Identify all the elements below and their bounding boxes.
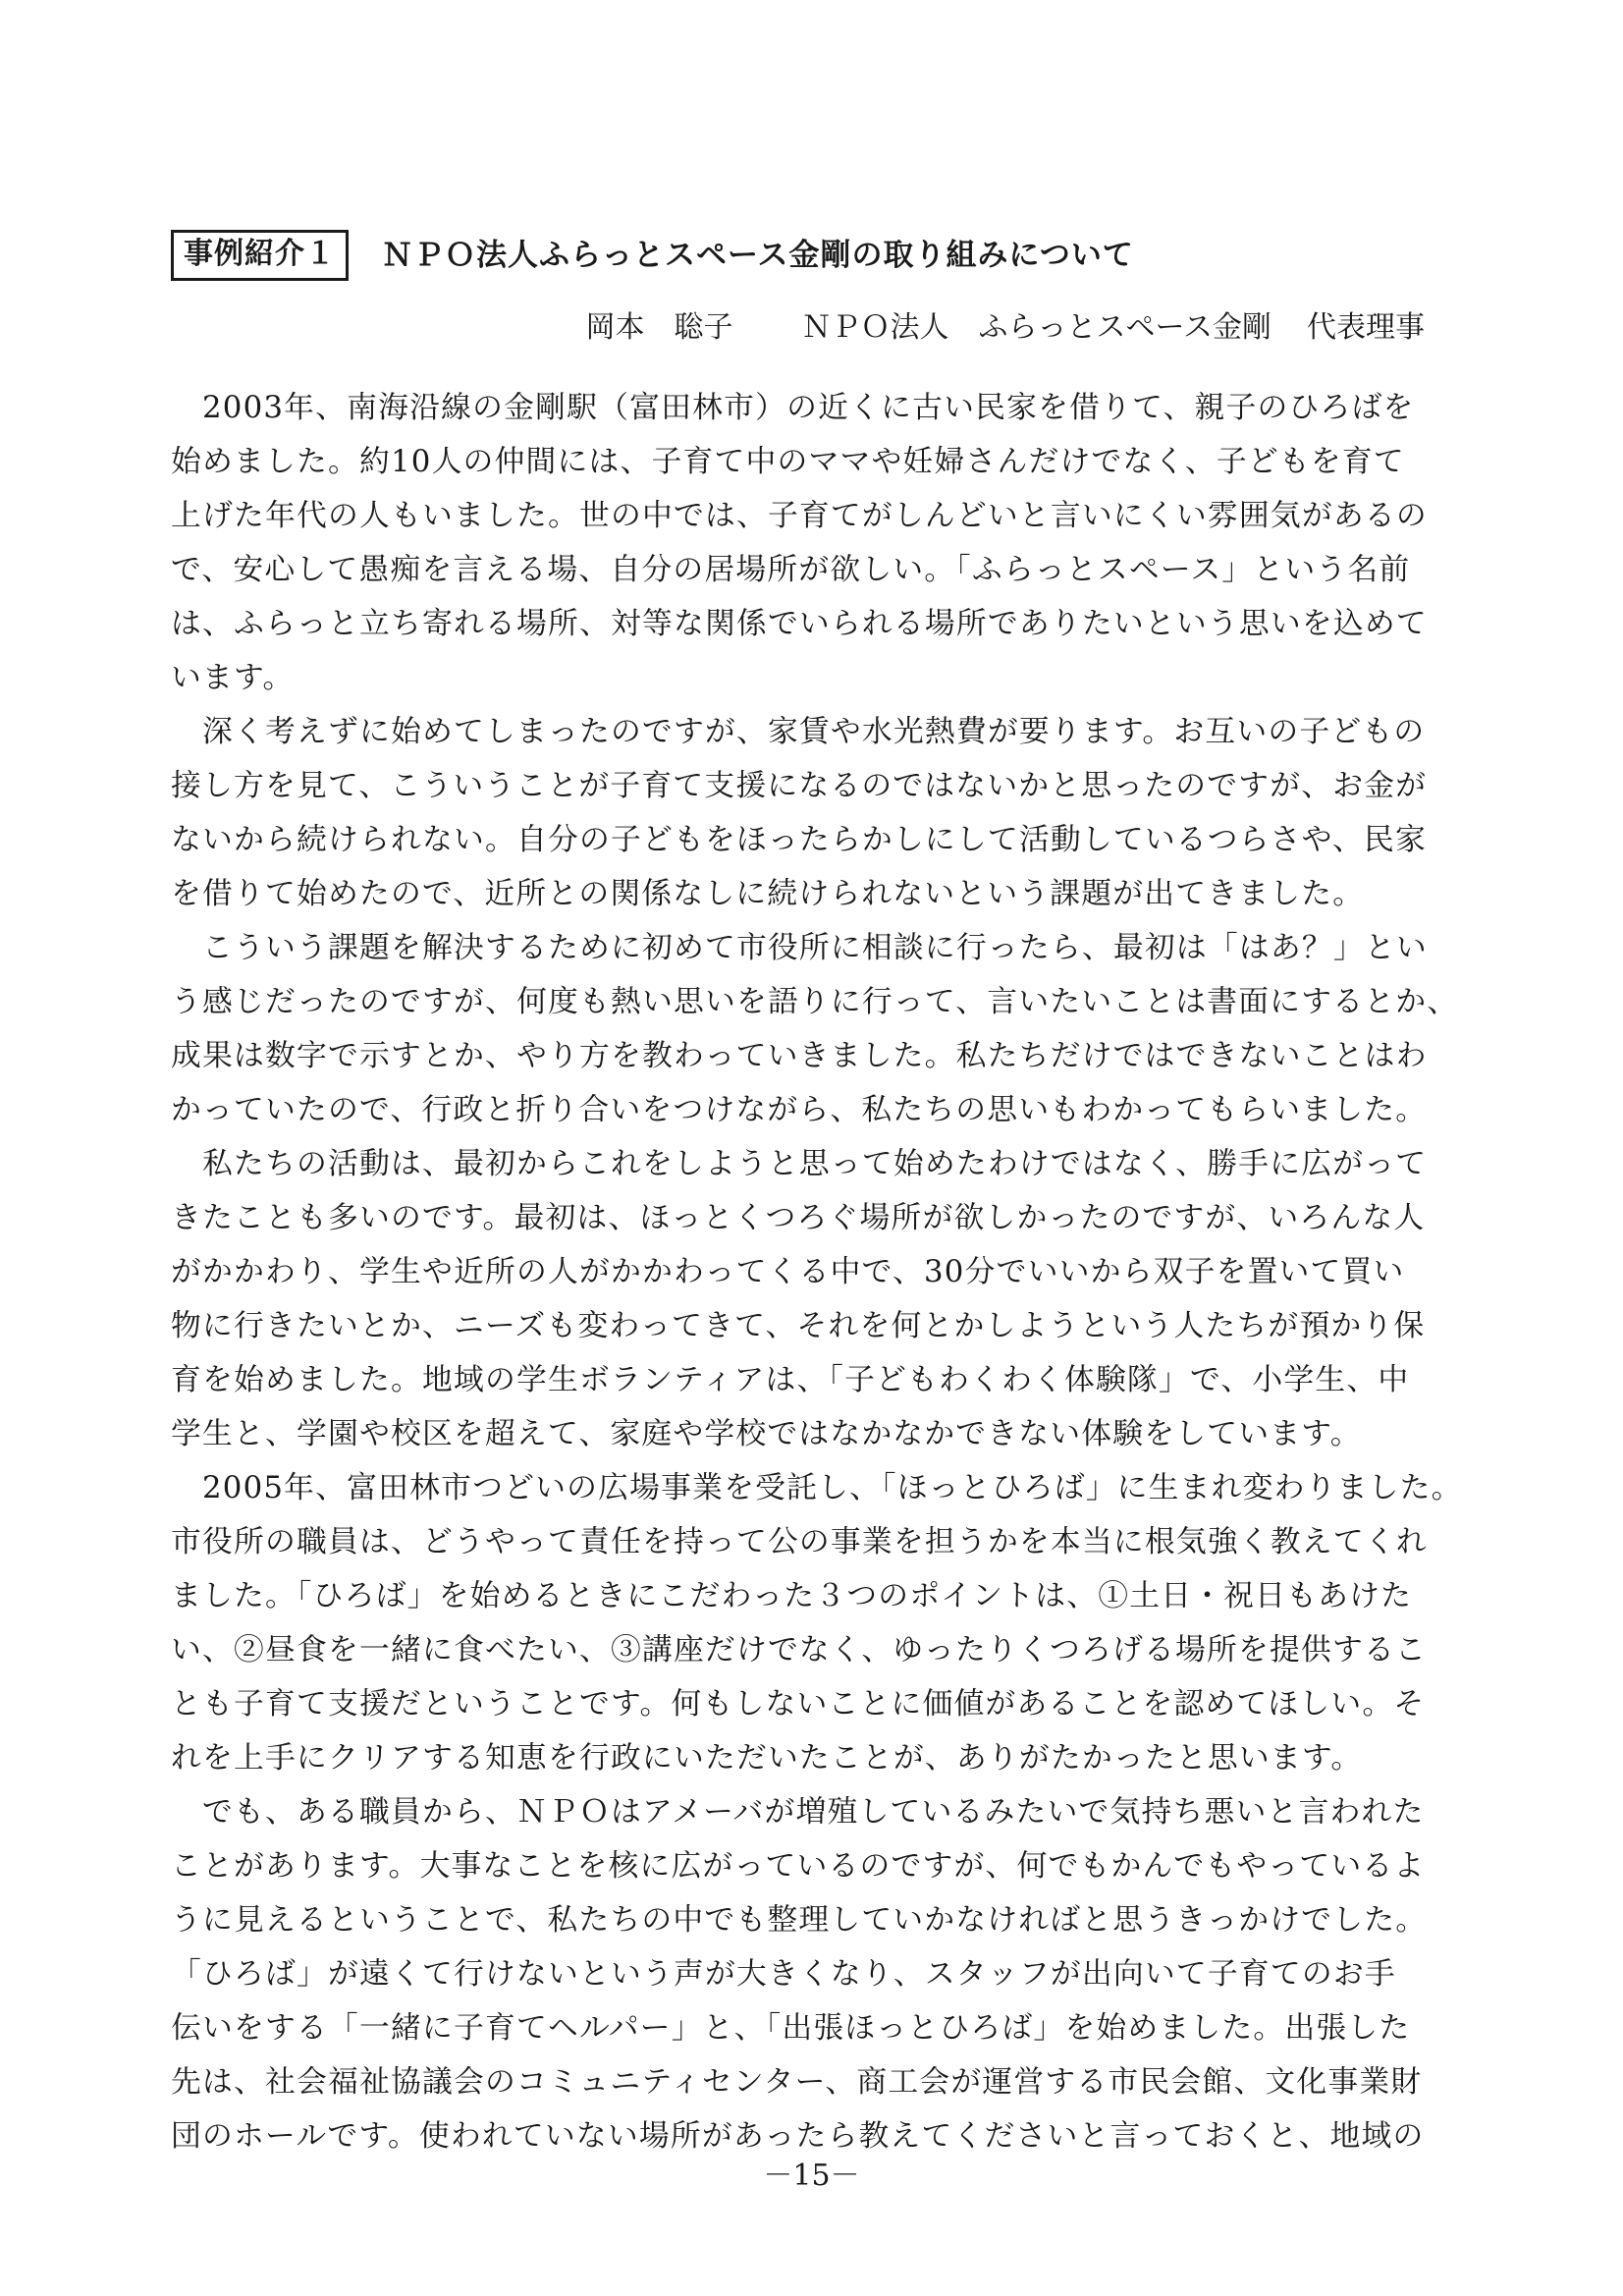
author-role: 代表理事 [1307,310,1425,345]
case-label: 事例紹介１ [171,230,349,281]
body-line: 2003年、南海沿線の金剛駅（富田林市）の近くに古い民家を借りて、親子のひろばを [171,390,1415,425]
body-line: 「ひろば」が遠くて行けないという声が大きくなり、スタッフが出向いて子育てのお手 [171,1956,1396,1992]
body-line: がかかわり、学生や近所の人がかかわってくる中で、30分でいいから双子を置いて買い [171,1254,1405,1289]
body-line: 私たちの活動は、最初からこれをしようと思って始めたわけではなく、勝手に広がって [171,1146,1428,1181]
author-organization: ＮＰＯ法人 ふらっとスペース金剛 [801,310,1271,345]
body-line: 接し方を見て、こういうことが子育て支援になるのではないかと思ったのですが、お金が [171,768,1428,803]
body-line: を借りて始めたので、近所との関係なしに続けられないという課題が出てきました。 [171,876,1365,911]
body-line: でも、ある職員から、ＮＰＯはアメーバが増殖しているみたいで気持ち悪いと言われた [171,1794,1425,1830]
body-line: 物に行きたいとか、ニーズも変わってきて、それを何とかしようという人たちが預かり保 [171,1308,1426,1343]
body-line: 学生と、学園や校区を超えて、家庭や学校ではなかなかできない体験をしています。 [171,1416,1362,1451]
body-text [171,381,1463,2163]
body-line: 始めました。約10人の仲間には、子育て中のママや妊婦さんだけでなく、子どもを育て [171,444,1405,479]
body-line: 上げた年代の人もいました。世の中では、子育てがしんどいと言いにくい雰囲気があるの [171,498,1428,533]
body-line: い、②昼食を一緒に食べたい、③講座だけでなく、ゆったりくつろげる場所を提供するこ [171,1632,1427,1667]
page-number: －15－ [763,2159,860,2193]
author-name: 岡本 聡子 [585,310,733,345]
title-row [171,228,1134,283]
body-line: ました。「ひろば」を始めるときにこだわった３つのポイントは、①土日・祝日もあけた [171,1578,1413,1613]
author-line [586,306,1426,350]
body-line: で、安心して愚痴を言える場、自分の居場所が欲しい。「ふらっとスペース」という名前 [171,552,1411,587]
body-line: は、ふらっと立ち寄れる場所、対等な関係でいられる場所でありたいという思いを込めて [171,606,1428,641]
body-line: 育を始めました。地域の学生ボランティアは、「子どもわくわく体験隊」で、小学生、中 [171,1362,1410,1397]
body-line: 先は、社会福祉協議会のコミュニティセンター、商工会が運営する市民会館、文化事業財 [171,2064,1423,2100]
body-line: れを上手にクリアする知恵を行政にいただいたことが、ありがたかったと思います。 [171,1740,1363,1776]
body-line: 2005年、富田林市つどいの広場事業を受託し、「ほっとひろば」に生まれ変わりました。 [171,1470,1463,1505]
body-line: かっていたので、行政と折り合いをつけながら、私たちの思いもわかってもらいました。 [171,1092,1428,1127]
body-line: う感じだったのですが、何度も熱い思いを語りに行って、言いたいことは書面にするとか、 [171,984,1459,1019]
body-line: 団のホールです。使われていない場所があったら教えてくださいと言っておくと、地域の [171,2118,1425,2154]
body-line: ないから続けられない。自分の子どもをほったらかしにして活動しているつらさや、民家 [171,822,1427,857]
page-title: ＮＰＯ法人ふらっとスペース金剛の取り組みについて [382,238,1134,273]
body-line: 成果は数字で示すとか、やり方を教わっていきました。私たちだけではできないことはわ [171,1038,1428,1073]
body-line: ことがあります。大事なことを核に広がっているのですが、何でもかんでもやっているよ [171,1848,1426,1884]
body-line: うに見えるということで、私たちの中でも整理していかなければと思うきっかけでした。 [171,1902,1428,1938]
body-line: とも子育て支援だということです。何もしないことに価値があることを認めてほしい。そ [171,1686,1426,1722]
body-line: 深く考えずに始めてしまったのですが、家賃や水光熱費が要ります。お互いの子どもの [171,714,1426,749]
body-line: 伝いをする「一緒に子育てヘルパー」と、「出張ほっとひろば」を始めました。出張した [171,2010,1411,2046]
body-line: います。 [171,660,295,695]
body-line: こういう課題を解決するために初めて市役所に相談に行ったら、最初は「はあ？」とい [171,930,1428,965]
body-line: きたことも多いのです。最初は、ほっとくつろぐ場所が欲しかったのですが、いろんな人 [171,1200,1426,1235]
body-line: 市役所の職員は、どうやって責任を持って公の事業を担うかを本当に根気強く教えてくれ [171,1524,1428,1559]
